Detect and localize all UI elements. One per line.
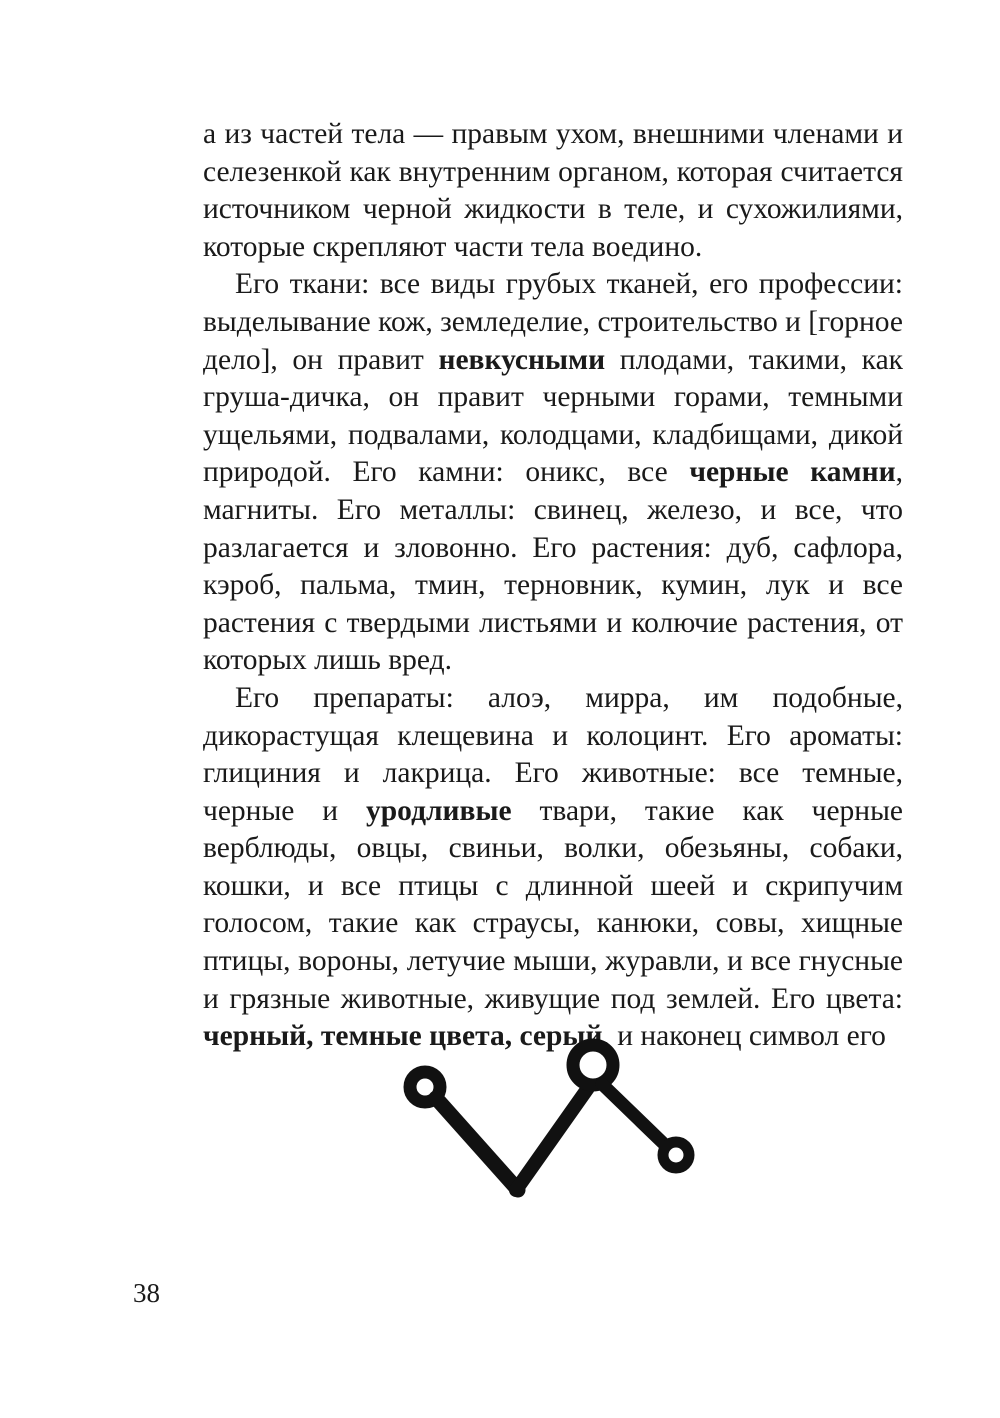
page-body-text [203, 116, 903, 1056]
page-number: 38 [133, 1278, 160, 1308]
text-run: твари, такие как черные верблюды, овцы, свиньи, волки, обезьяны, собаки, кошки, и все птицы с длинной шеей и скрипучим голосом, такие как страусы, канюки, совы, хищные птицы, вороны, летучие мыши, журавли, и все гнусные и грязные животные, живущие под землей. Его цвета: [203, 794, 903, 1015]
text-run: , магниты. Его металлы: свинец, железо, и все, что разлагается и зловонно. Его растения: дуб, сафлора, кэроб, пальма, тмин, терновник, кумин, лук и все растения с твердыми листьями и колючие растения, от которых лишь вред. [203, 456, 903, 677]
bold-phrase: невкусными [438, 343, 606, 376]
bold-phrase: черные камни [689, 456, 896, 489]
text-run: Его ткани: все виды грубых тканей, его профессии: выделывание кож, земледелие, строительство и [горное дело], он правит [203, 268, 903, 376]
paragraph-p3 [203, 680, 903, 1056]
bold-phrase: черный, темные цвета, серый [203, 1020, 603, 1053]
saturn-sigil-icon [380, 1030, 720, 1210]
paragraph-p1 [203, 116, 903, 266]
text-run: плодами, такими, как груша-дичка, он правит черными горами, темными ущельями, подвалами, колодцами, кладбищами, дикой природой. Его камни: оникс, все [203, 343, 903, 489]
paragraph-p2 [203, 266, 903, 680]
text-run: а из частей тела — правым ухом, внешними членами и селезенкой как внутренним органом, которая считается источником черной жидкости в теле, и сухожилиями, которые скрепляют части тела воедино. [203, 118, 903, 263]
bold-phrase: уродливые [366, 794, 512, 827]
text-run: Его препараты: алоэ, мирра, им подобные, дикорастущая клещевина и колоцинт. Его ароматы: глициния и лакрица. Его животные: все темные, черные и [203, 681, 903, 827]
text-run: , и наконец символ его [602, 1020, 886, 1053]
